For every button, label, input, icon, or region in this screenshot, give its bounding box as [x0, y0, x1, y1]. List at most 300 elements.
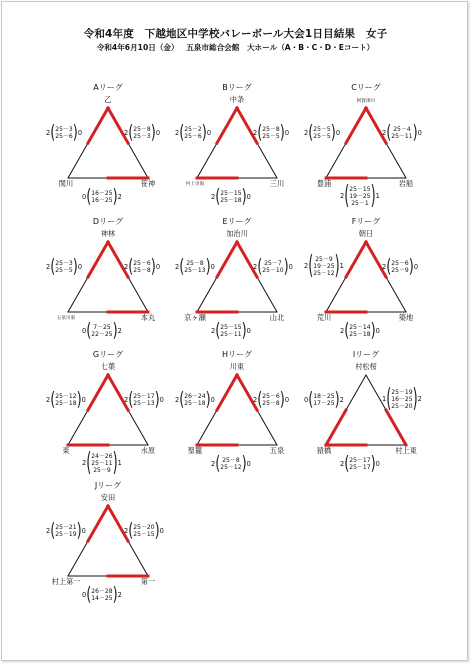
set-score: 16－25	[391, 396, 413, 404]
league-block	[167, 216, 307, 342]
match-score-left	[175, 256, 215, 278]
set-score: 25－15	[220, 190, 242, 197]
result-right: 0	[375, 326, 380, 335]
paren-close: )	[412, 122, 418, 144]
set-scores	[349, 457, 370, 471]
team-name-left: 京ヶ瀬	[184, 313, 206, 322]
set-score: 25－20	[391, 403, 413, 411]
team-name-right: 村上東	[395, 446, 417, 455]
set-score: 25－9	[391, 267, 409, 275]
team-name-left: 関川	[58, 179, 74, 188]
paren-open: (	[257, 256, 263, 278]
team-name-right: 五泉	[269, 446, 285, 455]
paren-open: (	[128, 389, 134, 411]
set-score: 25－12	[313, 270, 335, 278]
result-left: 2	[382, 262, 387, 271]
team-name-left: 聖籠	[187, 446, 203, 455]
paren-open: (	[50, 389, 56, 411]
result-left: 2	[304, 128, 309, 137]
set-score: 19－25	[313, 263, 335, 271]
result-left: 2	[46, 526, 51, 535]
result-right: 0	[246, 192, 251, 201]
result-left: 2	[304, 262, 309, 271]
paren-close: )	[150, 256, 156, 278]
result-right: 0	[155, 128, 161, 137]
team-name-left: 豊浦	[316, 179, 332, 188]
paren-close: )	[205, 256, 211, 278]
team-name-left: 五泉川東	[56, 316, 76, 321]
match-score-right	[124, 122, 161, 144]
league-block	[38, 82, 178, 208]
match-score-left	[304, 251, 344, 282]
league-block	[296, 349, 436, 475]
league-block	[38, 216, 178, 342]
set-scores	[133, 524, 154, 538]
set-scores	[133, 260, 150, 274]
match-score-bottom	[211, 320, 251, 342]
set-score: 25－2	[184, 126, 202, 133]
result-right: 0	[246, 459, 251, 468]
set-scores	[220, 457, 241, 471]
set-score: 26－28	[91, 588, 113, 595]
result-left: 2	[124, 526, 129, 535]
league-name: Iリーグ	[352, 350, 380, 359]
result-left: 2	[46, 395, 51, 404]
winner-edge-right-bottom	[386, 410, 406, 445]
paren-close: )	[370, 181, 376, 212]
result-right: 0	[77, 262, 83, 271]
set-score: 18－25	[313, 393, 335, 400]
set-score: 25－6	[184, 133, 202, 141]
set-score: 25－11	[91, 460, 113, 468]
result-left: 0	[82, 326, 87, 335]
paren-close: )	[150, 122, 156, 144]
paren-open: (	[344, 320, 350, 342]
result-left: 2	[211, 192, 216, 201]
winner-edge-left-top	[88, 108, 108, 143]
result-left: 0	[304, 395, 309, 404]
team-name-right: 築地	[398, 313, 414, 322]
result-left: 2	[253, 128, 258, 137]
match-score-left	[304, 122, 341, 144]
paren-close: )	[334, 389, 340, 411]
paren-open: (	[86, 186, 92, 208]
team-name-left: 村上市海	[185, 182, 205, 187]
result-right: 0	[284, 395, 290, 404]
result-right: 0	[206, 128, 212, 137]
paren-close: )	[412, 384, 418, 415]
result-right: 0	[155, 262, 161, 271]
team-name-top: 朝日	[358, 229, 374, 238]
match-score-left	[46, 256, 83, 278]
match-score-right	[124, 520, 164, 542]
set-scores	[91, 324, 112, 338]
match-score-right	[382, 122, 422, 144]
league-block	[296, 216, 436, 342]
paren-open: (	[257, 122, 263, 144]
team-name-right: 岩船	[398, 179, 414, 188]
league-name: Jリーグ	[94, 481, 122, 490]
set-scores	[391, 260, 408, 274]
match-score-bottom	[211, 186, 251, 208]
set-score: 25－5	[313, 133, 331, 141]
team-name-left: 猿橋	[316, 446, 332, 455]
team-name-left: 東	[62, 446, 70, 455]
league-block	[296, 82, 436, 212]
paren-open: (	[344, 181, 350, 212]
paren-close: )	[72, 122, 78, 144]
match-score-right	[253, 389, 290, 411]
team-name-top: 乙	[104, 95, 112, 104]
set-score: 25－8	[222, 457, 240, 464]
paren-close: )	[370, 320, 376, 342]
set-scores	[91, 588, 112, 602]
winner-edge-left-bottom	[326, 410, 346, 445]
match-score-right	[253, 256, 293, 278]
result-right: 0	[288, 262, 293, 271]
set-score: 25－6	[262, 393, 280, 400]
team-name-right: 山北	[269, 313, 285, 322]
team-name-top: 川東	[229, 362, 245, 371]
paren-open: (	[50, 256, 56, 278]
match-score-bottom	[211, 453, 251, 475]
set-score: 25－6	[55, 133, 73, 141]
league-name: Aリーグ	[93, 83, 123, 92]
paren-close: )	[112, 320, 118, 342]
result-right: 0	[417, 128, 422, 137]
set-score: 25－18	[184, 400, 206, 408]
paren-close: )	[241, 453, 247, 475]
set-score: 22－25	[91, 331, 113, 339]
result-left: 2	[340, 459, 345, 468]
result-right: 2	[339, 395, 344, 404]
team-name-right: 水原	[140, 446, 156, 455]
paren-close: )	[76, 389, 82, 411]
paren-open: (	[128, 256, 134, 278]
league-name: Bリーグ	[222, 83, 252, 92]
event-venue: 五泉市総合会館 大ホール（A・B・C・D・Eコート）	[186, 43, 375, 52]
match-score-bottom	[340, 181, 380, 212]
match-score-right	[124, 256, 161, 278]
match-score-left	[46, 389, 86, 411]
match-score-right	[382, 384, 422, 415]
set-score: 25－8	[133, 126, 151, 133]
set-score: 25－21	[55, 524, 77, 531]
set-score: 25－14	[349, 324, 371, 331]
result-left: 2	[124, 262, 129, 271]
result-right: 0	[81, 526, 86, 535]
result-right: 1	[117, 459, 122, 468]
paren-open: (	[179, 256, 185, 278]
set-scores	[91, 190, 112, 204]
set-scores	[313, 126, 330, 140]
result-left: 2	[340, 192, 345, 201]
winner-edge-left-top	[346, 108, 366, 143]
result-right: 1	[339, 262, 344, 271]
set-score: 25－18	[220, 197, 242, 205]
result-right: 2	[117, 326, 122, 335]
result-right: 0	[335, 128, 341, 137]
paren-open: (	[50, 122, 56, 144]
result-left: 2	[340, 326, 345, 335]
league-name: Cリーグ	[351, 83, 381, 92]
set-score: 25－12	[220, 464, 242, 472]
paren-close: )	[330, 122, 336, 144]
page-title: 令和4年度 下越地区中学校バレーボール大会1日目結果 女子	[83, 28, 388, 40]
paren-open: (	[386, 256, 392, 278]
set-score: 16－25	[91, 190, 113, 197]
set-score: 16－25	[91, 197, 113, 205]
result-right: 0	[159, 395, 164, 404]
set-scores	[133, 126, 150, 140]
result-left: 0	[82, 590, 87, 599]
set-score: 25－3	[55, 260, 73, 267]
set-scores	[184, 260, 205, 274]
paren-open: (	[179, 389, 185, 411]
set-scores	[262, 393, 279, 407]
result-left: 0	[82, 192, 87, 201]
result-left: 2	[175, 395, 180, 404]
result-left: 2	[211, 459, 216, 468]
set-score: 25－6	[391, 260, 409, 267]
match-score-left	[46, 520, 86, 542]
winner-edge-left-top	[217, 375, 237, 410]
match-score-right	[253, 122, 290, 144]
set-scores	[391, 389, 412, 411]
paren-close: )	[334, 251, 340, 282]
set-score: 25－11	[220, 331, 242, 339]
paren-close: )	[154, 520, 160, 542]
team-name-right: 笹神	[140, 179, 156, 188]
match-score-left	[304, 389, 344, 411]
paren-open: (	[128, 520, 134, 542]
set-score: 25－18	[55, 400, 77, 408]
paren-close: )	[154, 389, 160, 411]
set-score: 25－13	[133, 400, 155, 408]
winner-edge-left-top	[217, 108, 237, 143]
league-block	[38, 349, 178, 479]
set-scores	[391, 126, 412, 140]
match-score-right	[124, 389, 164, 411]
set-scores	[349, 324, 370, 338]
match-score-bottom	[82, 186, 122, 208]
team-name-right: 三川	[269, 179, 285, 188]
set-scores	[133, 393, 154, 407]
paren-close: )	[408, 256, 414, 278]
set-score: 25－8	[133, 267, 151, 275]
paren-open: (	[86, 320, 92, 342]
result-left: 2	[124, 128, 129, 137]
paren-open: (	[50, 520, 56, 542]
result-left: 2	[175, 128, 180, 137]
match-score-right	[382, 256, 419, 278]
set-score: 25－10	[262, 267, 284, 275]
paren-open: (	[386, 384, 392, 415]
paren-close: )	[283, 256, 289, 278]
set-score: 25－6	[133, 260, 151, 267]
set-scores	[313, 393, 334, 407]
set-scores	[55, 393, 76, 407]
paren-open: (	[257, 389, 263, 411]
team-name-top: 七葉	[100, 362, 116, 371]
winner-edge-left-top	[88, 242, 108, 277]
paren-open: (	[308, 251, 314, 282]
paren-open: (	[308, 122, 314, 144]
result-left: 2	[253, 395, 258, 404]
result-right: 0	[210, 395, 215, 404]
set-scores	[313, 256, 334, 278]
set-score: 25－9	[315, 256, 333, 263]
paren-close: )	[241, 320, 247, 342]
set-score: 25－3	[133, 133, 151, 141]
result-left: 1	[382, 395, 387, 404]
set-score: 25－4	[393, 126, 411, 133]
result-right: 1	[375, 192, 380, 201]
team-name-top: 加治川	[226, 229, 248, 238]
paren-open: (	[179, 122, 185, 144]
paren-close: )	[279, 122, 285, 144]
paren-open: (	[86, 584, 92, 606]
paren-open: (	[128, 122, 134, 144]
match-score-bottom	[82, 320, 122, 342]
set-score: 7－25	[93, 324, 111, 331]
result-right: 0	[77, 128, 83, 137]
match-score-left	[46, 122, 83, 144]
winner-edge-left-top	[346, 242, 366, 277]
set-score: 25－17	[349, 457, 371, 464]
set-score: 25－13	[184, 267, 206, 275]
result-right: 0	[159, 526, 164, 535]
result-right: 0	[246, 326, 251, 335]
set-score: 26－24	[184, 393, 206, 400]
paren-close: )	[112, 584, 118, 606]
paren-close: )	[201, 122, 207, 144]
set-score: 25－1	[351, 200, 369, 208]
set-scores	[220, 324, 241, 338]
league-block	[167, 349, 307, 475]
set-scores	[55, 524, 76, 538]
paren-open: (	[386, 122, 392, 144]
set-score: 25－19	[55, 531, 77, 539]
result-right: 0	[284, 128, 290, 137]
team-name-left: 村上第一	[51, 577, 81, 586]
team-name-top: 阿賀津川	[356, 99, 376, 104]
set-scores	[184, 126, 201, 140]
result-right: 0	[375, 459, 380, 468]
paren-close: )	[112, 186, 118, 208]
match-score-left	[175, 389, 215, 411]
set-score: 25－9	[93, 467, 111, 475]
set-scores	[349, 186, 370, 208]
league-block	[38, 480, 178, 606]
league-name: Eリーグ	[222, 217, 252, 226]
result-left: 2	[175, 262, 180, 271]
result-right: 0	[413, 262, 419, 271]
set-score: 25－5	[262, 133, 280, 141]
result-left: 2	[382, 128, 387, 137]
paren-close: )	[370, 453, 376, 475]
team-name-top: 村松桜	[355, 362, 377, 371]
result-left: 2	[46, 262, 51, 271]
set-score: 25－12	[55, 393, 77, 400]
result-left: 2	[253, 262, 258, 271]
paren-open: (	[215, 453, 221, 475]
set-score: 25－8	[186, 260, 204, 267]
set-score: 25－15	[220, 324, 242, 331]
team-name-top: 中条	[229, 95, 245, 104]
result-right: 2	[117, 192, 122, 201]
set-score: 25－11	[391, 133, 413, 141]
set-score: 25－20	[133, 524, 155, 531]
team-name-right: 第一	[140, 577, 156, 586]
set-scores	[91, 453, 112, 475]
match-score-bottom	[340, 453, 380, 475]
set-score: 25－5	[313, 126, 331, 133]
winner-edge-left-top	[88, 375, 108, 410]
paren-close: )	[112, 448, 118, 479]
result-right: 2	[417, 395, 422, 404]
paren-open: (	[344, 453, 350, 475]
result-left: 2	[124, 395, 129, 404]
match-score-bottom	[82, 584, 122, 606]
set-scores	[55, 260, 72, 274]
set-scores	[262, 260, 283, 274]
result-left: 2	[46, 128, 51, 137]
team-name-left: 荒川	[316, 313, 332, 322]
set-scores	[55, 126, 72, 140]
set-score: 25－17	[133, 393, 155, 400]
paren-close: )	[241, 186, 247, 208]
set-score: 25－18	[349, 331, 371, 339]
result-right: 0	[210, 262, 215, 271]
winner-edge-left-top	[217, 242, 237, 277]
match-score-bottom	[82, 448, 122, 479]
match-score-left	[175, 122, 212, 144]
paren-close: )	[72, 256, 78, 278]
set-score: 25－5	[55, 267, 73, 275]
result-left: 2	[211, 326, 216, 335]
set-score: 25－7	[264, 260, 282, 267]
set-score: 17－25	[313, 400, 335, 408]
set-score: 14－25	[91, 595, 113, 603]
set-score: 24－26	[91, 453, 113, 460]
paren-open: (	[86, 448, 92, 479]
page-subtitle	[0, 42, 471, 53]
set-score: 25－3	[55, 126, 73, 133]
set-score: 25－8	[262, 126, 280, 133]
winner-edge-left-top	[88, 506, 108, 541]
set-score: 25－8	[262, 400, 280, 408]
result-right: 2	[117, 590, 122, 599]
league-name: Gリーグ	[92, 350, 124, 359]
set-score: 19－25	[349, 193, 371, 201]
match-score-bottom	[340, 320, 380, 342]
team-name-right: 本丸	[140, 313, 156, 322]
set-scores	[220, 190, 241, 204]
league-name: Hリーグ	[221, 350, 252, 359]
set-score: 25－15	[349, 186, 371, 193]
result-left: 2	[82, 459, 87, 468]
paren-close: )	[76, 520, 82, 542]
paren-open: (	[215, 320, 221, 342]
paren-close: )	[279, 389, 285, 411]
set-score: 25－19	[391, 389, 413, 396]
league-name: Dリーグ	[92, 217, 124, 226]
league-name: Fリーグ	[351, 217, 381, 226]
team-name-top: 安田	[100, 493, 116, 502]
paren-open: (	[215, 186, 221, 208]
team-name-top: 神林	[100, 229, 116, 238]
